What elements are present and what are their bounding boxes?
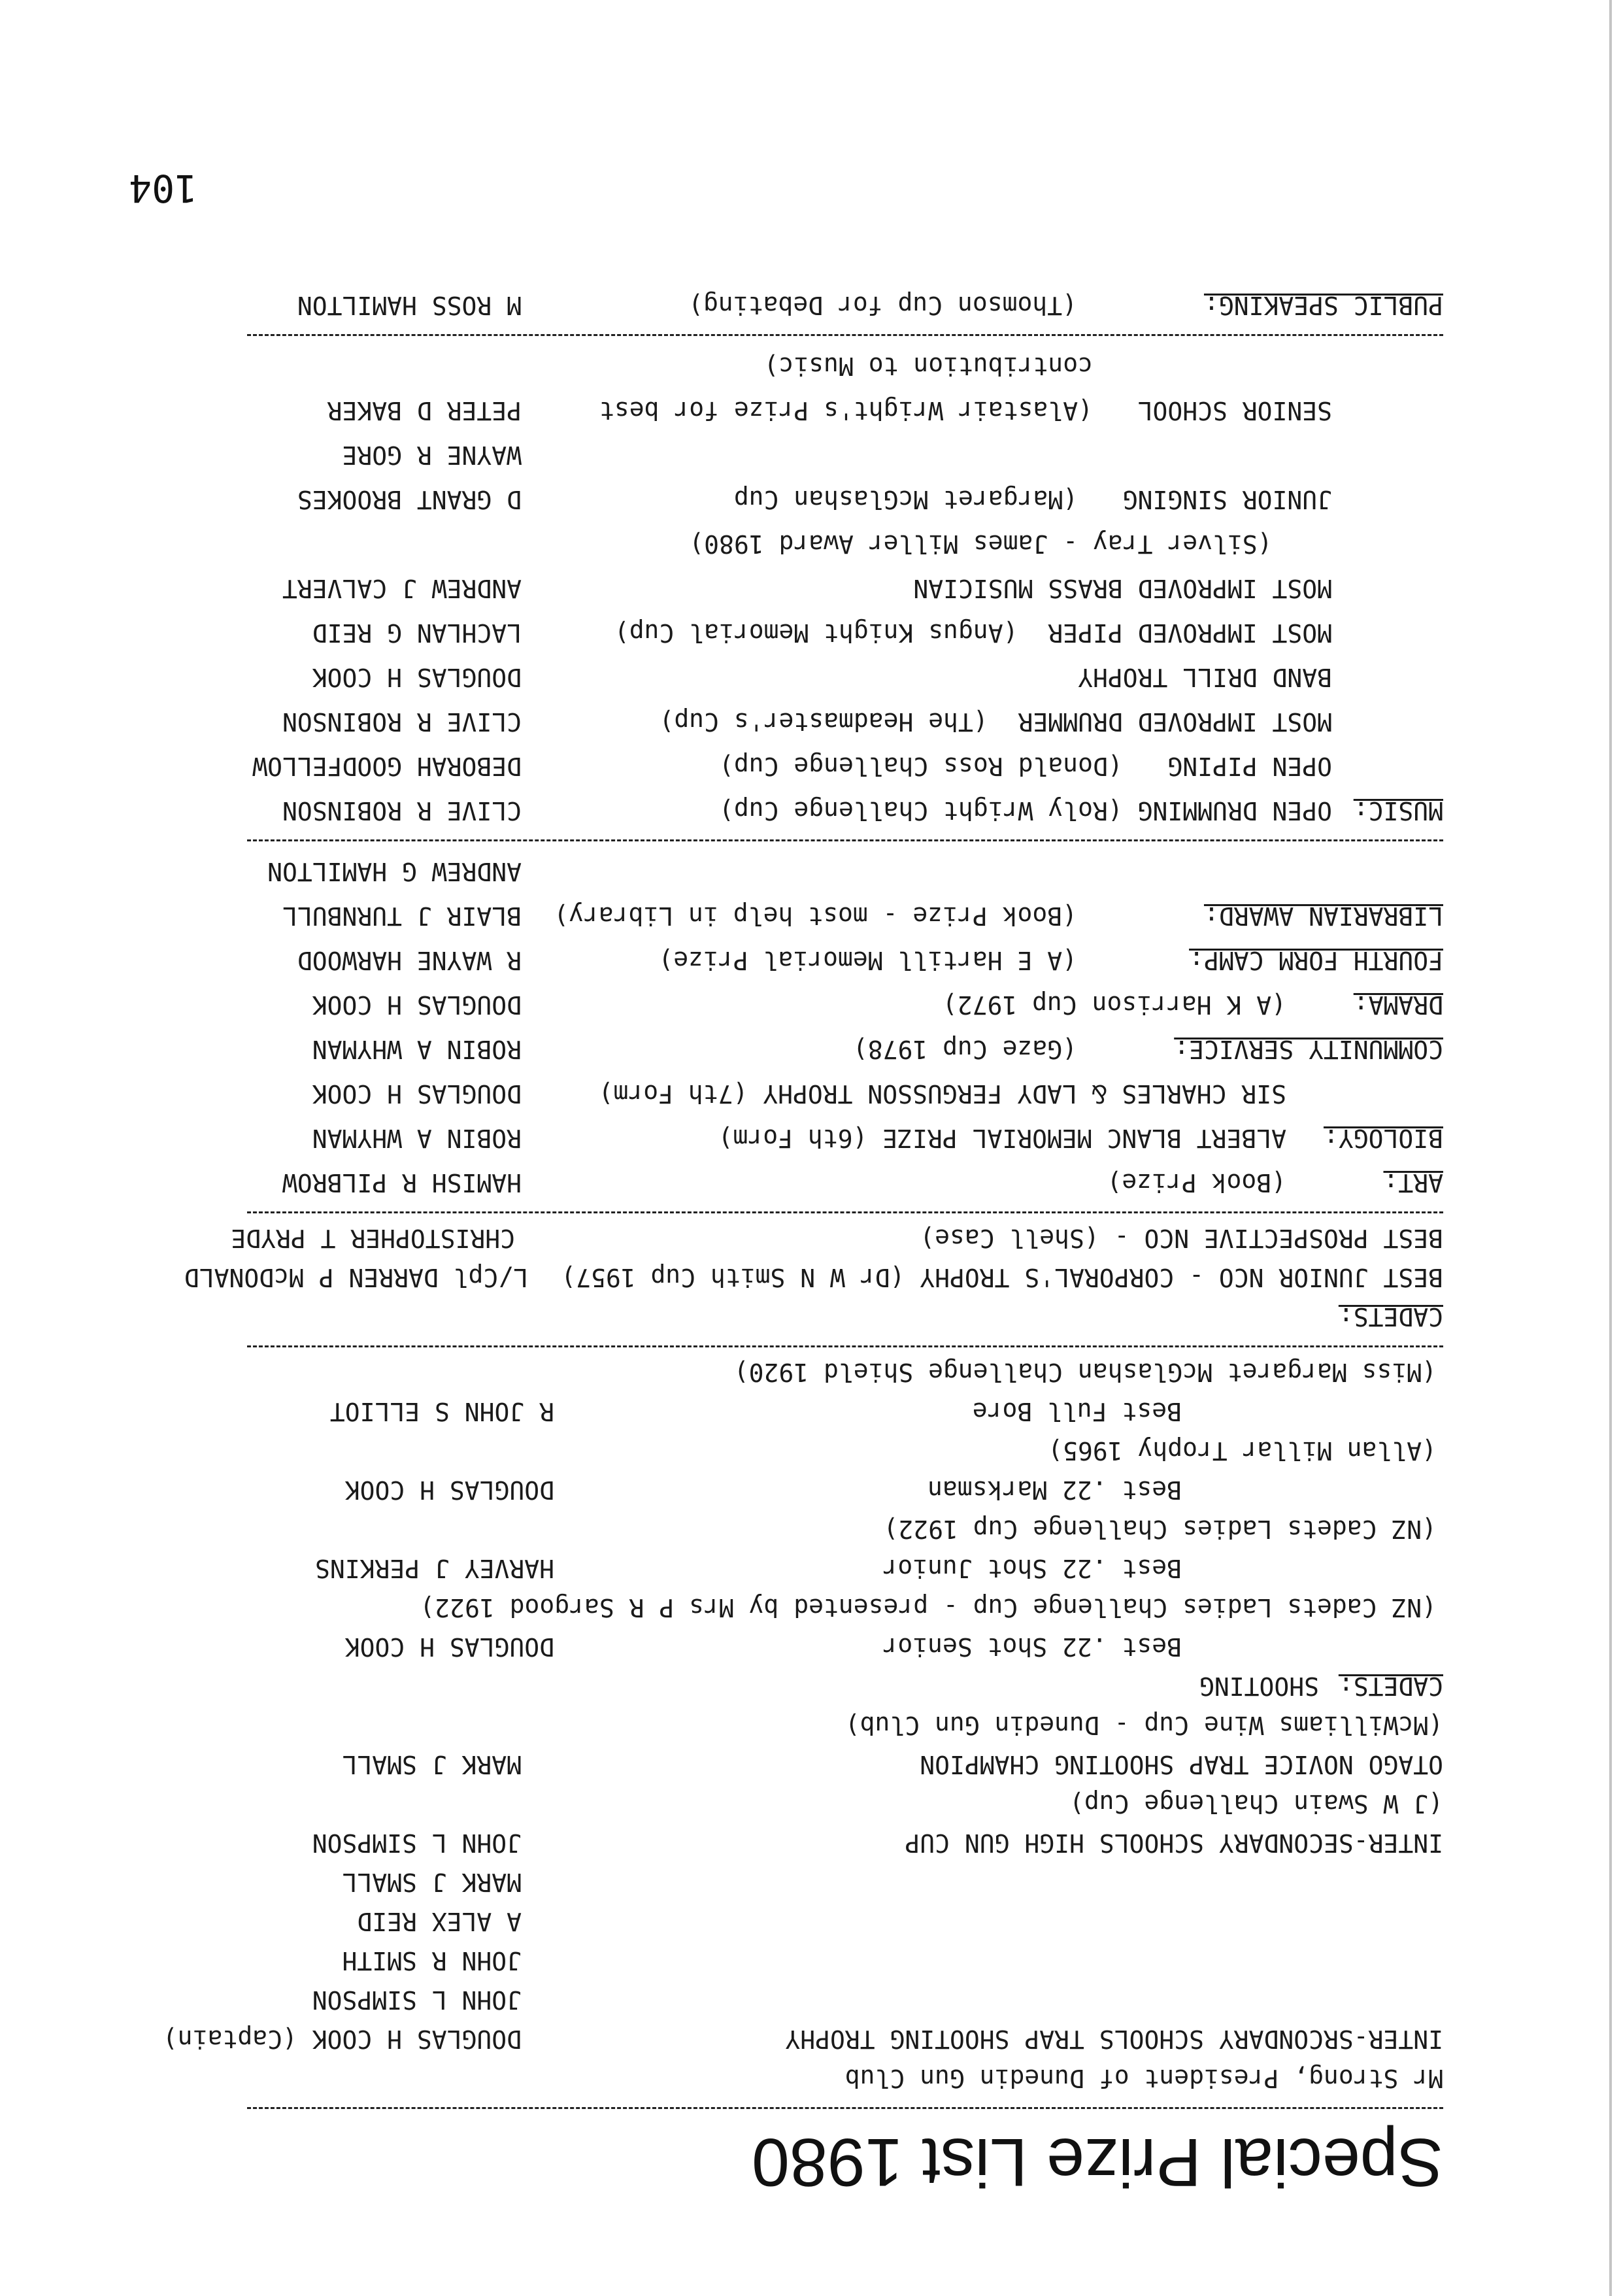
recipient: ANDREW J CALVERT [282,574,522,603]
cadet-nco-row [169,1258,1443,1297]
recipient: ROBIN A WHYMAN [312,1124,522,1153]
shooting-section [162,1706,1443,2059]
shooting-row [169,1941,1443,1980]
prize-list-body [162,280,1443,2204]
prize-name: (NZ Cadets Ladies Challenge Cup - presented by Mrs P R Sargood 1922) [420,1593,1437,1622]
subject-prize-row [169,936,1443,980]
recipient: R WAYNE HARWOOD [297,946,522,975]
recipient: JOHN R SMITH [342,1946,522,1975]
music-prize-row [169,519,1443,564]
category-label: COMMUNITY SERVICE: [1174,1035,1443,1064]
recipient: R JOHN S ELLIOT [329,1397,554,1426]
prize-description: (Book Prize) [1107,1168,1286,1197]
recipient: BLAIR J TURNBULL [282,902,522,930]
prize-description: ALBERT BLANC MEMORIAL PRIZE (6th Form) [718,1124,1286,1153]
page-number: 104 [129,166,197,211]
section-divider [247,334,1443,336]
subject-prize-row [169,1024,1443,1069]
cadet-shooting-row [169,1431,1443,1470]
recipient: MARK J SMALL [342,1750,522,1779]
recipient: HARVEY J PERKINS [314,1554,554,1583]
music-prize-row [169,652,1443,697]
music-prize-row [169,608,1443,652]
cadet-shooting-row [169,1353,1443,1392]
recipient: L/Cpl DARREN P McDONALD [184,1263,528,1292]
shooting-subheading: SHOOTING [1199,1672,1319,1700]
music-prizes-section [169,341,1443,830]
recipient: JOHN L SIMPSON [312,1985,522,2014]
recipient: JOHN L SIMPSON [312,1829,522,1857]
prize-name: BEST PROSPECTIVE NCO - (Shell Case) [920,1224,1443,1253]
prize-description: SIR CHARLES & LADY FERGUSSON TROPHY (7th Form) [598,1079,1286,1108]
subject-prize-row [169,847,1443,891]
cadets-nco-header [169,1297,1443,1336]
prize-name: (Allan Millar Trophy 1965) [1048,1436,1437,1465]
prize-name: (Miss Margaret McGlashan Challenge Shield 1920) [733,1358,1437,1387]
public-speaking-recipient: M ROSS HAMILTON [297,291,522,320]
category-label: MUSIC: [1353,796,1443,825]
music-prize-row [169,741,1443,786]
category-label: LIBRARIAN AWARD: [1203,902,1443,930]
subject-prize-row [169,1113,1443,1158]
cadet-shooting-row [169,1392,1443,1431]
prize-description: contribution to Music) [763,352,1332,380]
prize-description: (Gaze Cup 1978) [852,1035,1077,1064]
prize-name: Best .22 Shot Junior [882,1554,1182,1583]
recipient: DEBORAH GOODFELLOW [252,752,522,781]
shooting-row [162,2019,1443,2059]
prize-name: OTAGO NOVICE TRAP SHOOTING CHAMPION [920,1750,1443,1779]
music-prize-row [169,697,1443,741]
cadet-shooting-row [169,1510,1443,1549]
music-prize-row [169,786,1443,830]
cadet-shooting-row [169,1549,1443,1588]
category-label: DRAMA: [1353,990,1443,1019]
shooting-row [169,1902,1443,1941]
recipient: DOUGLAS H COOK [312,990,522,1019]
music-prize-row [169,430,1443,475]
prize-description: (Book Prize - most help in Library) [554,902,1077,930]
prize-name: (NZ Cadets Ladies Challenge Cup 1922) [883,1515,1437,1544]
intro-text: Mr Strong, President of Dunedin Gun Club [844,2064,1443,2093]
recipient: WAYNE R GORE [342,441,522,469]
subject-prize-row [169,891,1443,936]
prize-description: SENIOR SCHOOL (Alastair Wright's Prize for best [599,396,1332,425]
music-prize-row [169,341,1443,386]
cadets-shooting-section [169,1353,1443,1666]
music-prize-row [169,564,1443,608]
music-prize-row [169,386,1443,430]
prize-name: Best .22 Shot Senior [882,1632,1182,1661]
prize-description: (A E Hartill Memorial Prize) [658,946,1077,975]
prize-description: (A K Harrison Cup 1972) [942,990,1286,1019]
cadets-nco-heading: CADETS: [1338,1302,1443,1331]
recipient: MARK J SMALL [342,1868,522,1897]
shooting-row [169,1823,1443,1863]
public-speaking-row [169,280,1443,325]
recipient: CHRISTOPHER T PRYDE [231,1224,515,1253]
public-speaking-label: PUBLIC SPEAKING: [1203,291,1443,320]
shooting-row [169,1863,1443,1902]
cadet-shooting-row [169,1470,1443,1510]
recipient: DOUGLAS H COOK [312,663,522,692]
prize-name: INTER-SRCONDARY SCHOOLS TRAP SHOOTING TROPHY [785,2025,1443,2053]
public-speaking-description: (Thomson Cup for Debating) [688,291,1077,320]
recipient: PETER D BAKER [327,396,522,425]
recipient: ROBIN A WHYMAN [312,1035,522,1064]
cadet-shooting-row [169,1588,1443,1627]
subject-prizes-section [169,847,1443,1202]
cadets-shooting-header [169,1666,1443,1706]
music-prize-row [169,475,1443,519]
prize-description: BAND DRILL TROPHY [1078,663,1332,692]
subject-prize-row [169,1158,1443,1202]
prize-description: OPEN PIPING (Donald Ross Challenge Cup) [719,752,1332,781]
shooting-row [169,1706,1443,1745]
prize-name: (McWilliams Wine Cup - Dunedin Gun Club) [844,1711,1443,1740]
section-divider [247,839,1443,841]
recipient: DOUGLAS H COOK [312,1079,522,1108]
intro-line [169,2059,1443,2098]
recipient: DOUGLAS H COOK [344,1632,554,1661]
prize-name: Best Full Bore [972,1397,1182,1426]
cadets-heading: CADETS: [1338,1672,1443,1700]
category-label: BIOLOGY: [1323,1124,1443,1153]
recipient: LACHLAN G REID [312,618,522,647]
prize-name: BEST JUNIOR NCO - CORPORAL'S TROPHY (Dr W N Smith Cup 1957) [561,1263,1443,1292]
recipient: A ALEX REID [357,1907,522,1936]
recipient: CLIVE R ROBINSON [282,796,522,825]
recipient: HAMISH R PILBROW [282,1168,522,1197]
prize-name: INTER-SECONDARY SCHOOLS HIGH GUN CUP [905,1829,1443,1857]
prize-name: (J W Swain Challenge Cup) [1069,1789,1443,1818]
cadets-nco-section [169,1219,1443,1297]
subject-prize-row [169,1069,1443,1113]
section-divider [247,2107,1443,2109]
recipient: ANDREW G HAMILTON [267,857,522,886]
section-divider [247,1345,1443,1347]
recipient: CLIVE R ROBINSON [282,707,522,736]
shooting-row [169,1980,1443,2019]
prize-description: JUNIOR SINGING (Margaret McGlashan Cup [733,485,1332,514]
section-divider [247,1211,1443,1213]
category-label: ART: [1383,1168,1443,1197]
prize-description: MOST IMPROVED PIPER (Angus Knight Memorial Cup) [614,618,1332,647]
prize-description: (Silver Tray - James Miller Award 1980) [689,530,1332,558]
page-title: Special Prize List 1980 [752,2124,1443,2200]
cadet-nco-row [169,1219,1443,1258]
prize-description: MOST IMPROVED DRUMMER (The Headmaster's Cup) [659,707,1332,736]
cadet-shooting-row [169,1627,1443,1666]
recipient: DOUGLAS H COOK [344,1476,554,1504]
prize-description: MOST IMPROVED BRASS MUSICIAN [913,574,1332,603]
recipient: D GRANT BROOKES [297,485,522,514]
category-label: FOURTH FORM CAMP: [1189,946,1443,975]
scan-edge-line [1609,0,1612,2296]
prize-description: OPEN DRUMMING (Roly Wright Challenge Cup) [719,796,1332,825]
shooting-row [169,1784,1443,1823]
recipient: DOUGLAS H COOK (Captain) [162,2025,522,2053]
prize-name: Best .22 Marksman [927,1476,1182,1504]
shooting-row [169,1745,1443,1784]
subject-prize-row [169,980,1443,1024]
